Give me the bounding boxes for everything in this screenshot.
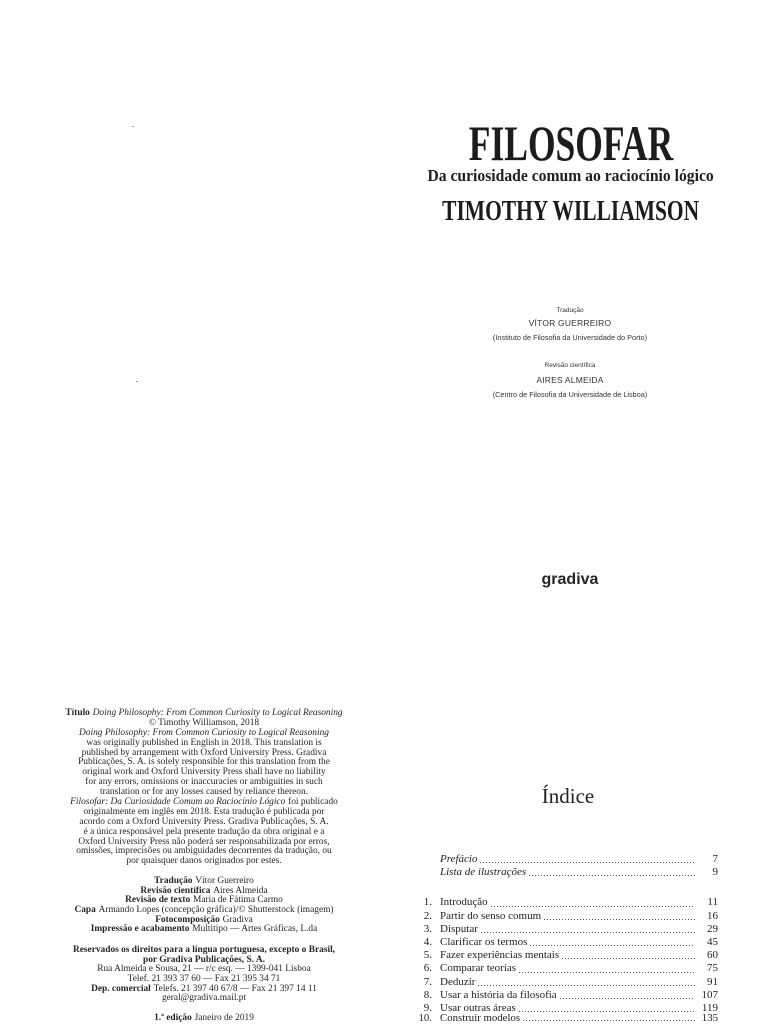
toc-page-number: 75 [707, 962, 718, 975]
notice-line: original work and Oxford University Press shall have no liability [82, 767, 326, 778]
toc-page-number: 29 [707, 922, 718, 935]
dot-leader [523, 1020, 695, 1021]
toc-entry-number [414, 866, 432, 879]
notice-text: foi publicado [288, 797, 338, 808]
toc-chapter-number: 6. [423, 962, 432, 975]
book-title [381, 115, 761, 171]
toc-entry [414, 923, 718, 936]
dot-leader [530, 945, 695, 946]
credit-label: Fotocomposição [155, 914, 220, 925]
reviewer-name: AIRES ALMEIDA [536, 375, 604, 385]
rights-statement: Reservados os direitos para a língua portuguesa, excepto o Brasil, [72, 945, 336, 955]
credit-value: Armando Lopes (concepção gráfica)/© Shutterstock (imagem) [98, 905, 334, 916]
credit-label: Revisão de texto [125, 895, 191, 906]
scan-speck [132, 126, 134, 127]
dot-leader [562, 958, 695, 959]
toc-chapters [414, 896, 718, 1015]
toc-chapter-number: 5. [423, 949, 432, 962]
toc-chapters-tail [414, 1012, 718, 1024]
notice-line: por quaisquer danos originados por estes. [126, 856, 282, 867]
credits [54, 877, 354, 935]
dot-leader [560, 998, 695, 999]
toc-entry [414, 949, 718, 962]
toc-entry [414, 896, 718, 909]
dot-leader [491, 906, 695, 907]
toc-entry-title: Partir do senso comum [440, 909, 542, 922]
toc-page-number: 9 [712, 865, 718, 878]
book-subtitle [381, 167, 761, 184]
notice-line: was originally published in English in 2018. This translation is [86, 737, 322, 748]
toc-entry [414, 989, 718, 1002]
toc-page-number: 135 [701, 1012, 718, 1024]
toc-entry-title: Fazer experiências mentais [440, 949, 560, 962]
original-title: Doing Philosophy: From Common Curiosity to Logical Reasoning [92, 708, 343, 718]
toc-entry-title: Deduzir [440, 975, 476, 988]
copyright-notice [54, 709, 354, 867]
toc-entry [414, 936, 718, 949]
rights-publisher: por Gradiva Publicações, S. A. [143, 954, 265, 965]
book-author-text: TIMOTHY WILLIAMSON [442, 195, 700, 227]
credit-value: Maria de Fátima Carmo [193, 895, 283, 906]
credit-value: Gradiva [222, 914, 253, 925]
notice-line: é a única responsável pela presente tradução da obra original e a [83, 826, 325, 837]
toc-page-number: 11 [707, 896, 718, 909]
book-author [381, 197, 761, 226]
dot-leader [480, 862, 695, 863]
dot-leader [481, 932, 695, 933]
toc-page-number: 16 [707, 909, 718, 922]
scientific-review-label: Revisão científica [544, 362, 596, 369]
notice-line: Publicações, S. A. is solely responsible for this translation from the [78, 757, 330, 768]
credit-line [54, 925, 354, 935]
publisher-phone: Telef. 21 393 37 60 — Fax 21 395 34 71 [127, 974, 281, 985]
book-title-text: FILOSOFAR [468, 115, 674, 171]
toc-page-number: 60 [707, 949, 718, 962]
toc-chapter-number: 8. [423, 988, 432, 1001]
dot-leader [529, 875, 695, 876]
dot-leader [544, 919, 695, 920]
edition-date: Janeiro de 2019 [194, 1012, 254, 1023]
toc-chapter-number: 7. [423, 975, 432, 988]
toc-entry [414, 962, 718, 975]
translation-label: Tradução [556, 307, 584, 314]
reviewer-affiliation: (Centro de Filosofia da Universidade de Lisboa) [492, 390, 648, 399]
toc-page-number: 7 [712, 852, 718, 865]
original-title: Doing Philosophy: From Common Curiosity to Logical Reasoning [79, 727, 329, 738]
edition-info [54, 1014, 354, 1024]
toc-entry-title: Usar a história da filosofia [440, 988, 557, 1001]
toc-page-number: 119 [701, 1001, 718, 1014]
notice-line: Oxford University Press não poderá ser responsabilizada por erros, [78, 836, 330, 847]
book-subtitle-text: Da curiosidade comum ao raciocínio lógico [427, 166, 715, 185]
toc-entry [414, 1012, 718, 1024]
notice-label: Título [65, 708, 90, 718]
toc-front-matter [414, 853, 718, 879]
toc-chapter-number: 1. [423, 896, 432, 909]
toc-entry-title: Clarificar os termos [440, 935, 528, 948]
notice-line: translation or for any losses caused by reliance thereon. [100, 787, 308, 798]
notice-line: originalmente em inglês em 2018. Esta tradução é publicada por [83, 806, 325, 817]
toc-entry [414, 866, 718, 879]
index-heading: Índice [541, 784, 595, 808]
rights-notice [54, 946, 354, 1004]
notice-line: published by arrangement with Oxford University Press. Gradiva [81, 747, 327, 758]
publisher-email: geral@gradiva.mail.pt [161, 993, 247, 1004]
credit-value: Vítor Guerreiro [195, 876, 254, 886]
toc-entry-title: Usar outras áreas [440, 1001, 516, 1014]
credit-label: Impressão e acabamento [90, 924, 190, 935]
sales-label: Dep. comercial [91, 983, 151, 994]
toc-page-number: 45 [707, 935, 718, 948]
credit-label: Capa [74, 905, 96, 916]
translated-title: Filosofar: Da Curiosidade Comum ao Raciocínio Lógico [70, 797, 286, 808]
toc-page-number: 91 [707, 975, 718, 988]
notice-line: acordo com a Oxford University Press. Gradiva Publicações, S. A. [79, 816, 329, 827]
credit-label: Revisão científica [140, 885, 211, 896]
toc-chapter-number: 2. [423, 909, 432, 922]
toc-page-number: 107 [701, 988, 718, 1001]
credit-value: Aires Almeida [213, 885, 268, 896]
credit-label: Tradução [154, 876, 193, 886]
publisher-logo: gradiva [541, 571, 599, 588]
toc-entry-title: Prefácio [440, 852, 478, 865]
publisher-address: Rua Almeida e Sousa, 21 — r/c esq. — 1399-041 Lisboa [97, 964, 311, 975]
notice-line: © Timothy Williamson, 2018 [148, 717, 260, 728]
translator-affiliation: (Instituto de Filosofia da Universidade do Porto) [492, 333, 648, 342]
notice-line: for any errors, omissions or inaccuracies or ambiguities in such [85, 777, 323, 788]
toc-entry-title: Disputar [440, 922, 478, 935]
toc-entry [414, 976, 718, 989]
toc-chapter-number: 9. [423, 1001, 432, 1014]
credit-value: Multitipo — Artes Gráficas, L.da [192, 924, 318, 935]
sales-contacts: Telefs. 21 397 40 67/8 — Fax 21 397 14 11 [153, 983, 317, 994]
toc-chapter-number: 3. [423, 922, 432, 935]
translator-name: VÍTOR GUERREIRO [528, 318, 612, 328]
toc-entry [414, 910, 718, 923]
dot-leader [478, 985, 695, 986]
toc-entry-title: Introdução [440, 896, 488, 909]
edition-label: 1.ª edição [154, 1012, 192, 1023]
scan-speck [136, 381, 138, 382]
toc-chapter-number: 10. [418, 1012, 432, 1024]
toc-entry-number [414, 853, 432, 866]
edition-line [54, 1014, 354, 1024]
toc-entry-title: Comparar teorias [440, 962, 517, 975]
dot-leader [519, 972, 695, 973]
toc-chapter-number: 4. [423, 935, 432, 948]
toc-entry-title: Lista de ilustrações [440, 865, 527, 878]
notice-line: omissões, imprecisões ou ambiguidades decorrentes da tradução, ou [76, 846, 332, 857]
toc-entry-title: Construir modelos [440, 1012, 521, 1024]
toc-entry [414, 853, 718, 866]
